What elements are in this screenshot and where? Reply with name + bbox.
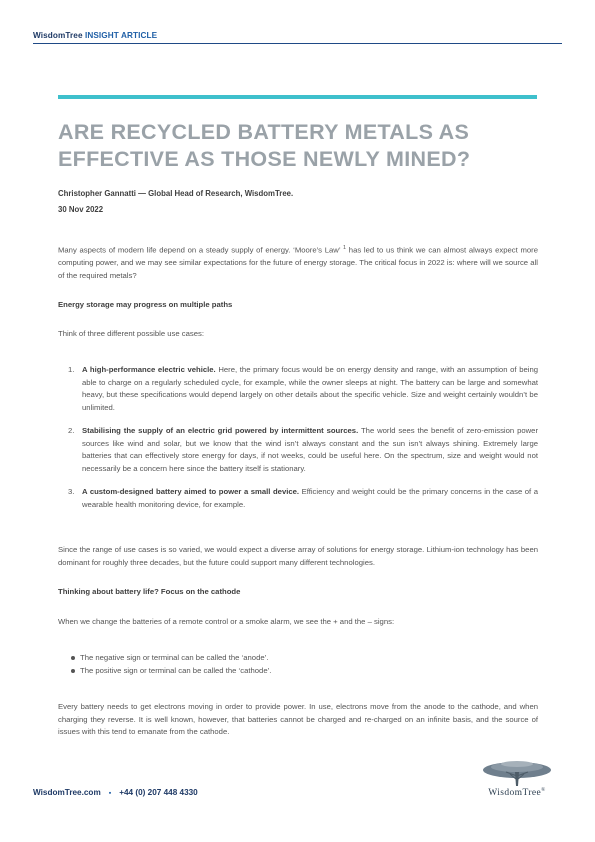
intro-paragraph <box>58 242 538 282</box>
logo-name: WisdomTree <box>488 788 542 799</box>
list-item-text: The world sees the benefit of zero-emission power sources like wind and solar, but we know that the wind isn’t always constant and the sun isn’t always shining. Extremely large batteries that can effectively store energy for days, if not weeks, could be useful here. On the spectrum, size and weight would not necessarily be a concern here since the battery itself is stationary. <box>82 426 539 473</box>
tree-icon <box>480 760 554 788</box>
terminal-list <box>58 652 538 677</box>
bullet-icon <box>71 656 75 660</box>
footer-phone[interactable]: +44 (0) 207 448 4330 <box>119 788 198 797</box>
list-item <box>58 425 538 475</box>
list-item-lead: Stabilising the supply of an electric grid powered by intermittent sources. <box>82 426 359 435</box>
list-item <box>58 486 538 511</box>
bullet-icon <box>71 669 75 673</box>
list-item-number: 1. <box>68 365 75 374</box>
list-item <box>58 364 538 414</box>
section-heading-cathode: Thinking about battery life? Focus on the cathode <box>58 587 241 596</box>
header-label <box>33 31 157 40</box>
list-item-text: The negative sign or terminal can be called the ‘anode’. <box>80 653 269 662</box>
battery-closing-paragraph: Every battery needs to get electrons moving in order to provide power. In use, electrons move from the anode to the cathode, and when charging they reverse. It is well known, however, that batteries cannot be charged and re-charged on an infinite basis, and the source of issues with this tend to emanate from the cathode. <box>58 702 538 736</box>
list-item <box>58 665 538 678</box>
list-item-text: Here, the primary focus would be on energy density and range, with an assumption of being able to charge on a regularly scheduled cycle, for example, while the owner sleeps at night. The battery can be large and somewhat heavy, but these specifications would depend largely on other details about the specific vehicle. Size and weight certainly wouldn’t be unlimited. <box>82 365 539 412</box>
logo-wordmark <box>470 787 564 798</box>
intro-text-end: has led to us think we can almost always expect more computing power, and we may see similar expectations for the future of energy storage. The critical focus in 2022 is: where will we source all of the required metals? <box>58 245 538 280</box>
header-article-type: INSIGHT ARTICLE <box>84 31 158 40</box>
footer-separator: ▪ <box>108 790 112 797</box>
list-item-lead: A custom-designed battery aimed to power a small device. <box>82 487 300 496</box>
use-case-list <box>58 364 538 522</box>
footer-website-link[interactable]: WisdomTree.com <box>33 788 101 797</box>
section-heading-energy-storage: Energy storage may progress on multiple paths <box>58 300 233 309</box>
title-accent-bar <box>58 95 537 99</box>
article-meta <box>58 186 293 218</box>
intro-text-start: Many aspects of modern life depend on a steady supply of energy. ‘Moore’s Law’ <box>58 245 341 255</box>
list-item <box>58 652 538 665</box>
list-item-number: 3. <box>68 487 75 496</box>
header-brand: WisdomTree <box>33 31 83 40</box>
list-item-lead: A high-performance electric vehicle. <box>82 365 216 374</box>
use-cases-closing: Since the range of use cases is so varied, we would expect a diverse array of solutions for energy storage. Lithium-ion technology has been dominant for roughly three decades, but the future could support many different technologies. <box>58 545 538 567</box>
use-cases-lead: Think of three different possible use cases: <box>58 329 205 338</box>
header-divider <box>33 43 562 44</box>
footnote-ref[interactable]: 1 <box>343 245 347 251</box>
author-line: Christopher Gannatti — Global Head of Research, WisdomTree. <box>58 189 294 198</box>
wisdomtree-logo <box>470 760 564 800</box>
publish-date: 30 Nov 2022 <box>58 205 104 214</box>
footer-contact <box>33 788 198 797</box>
list-item-text: Efficiency and weight could be the primary concerns in the case of a wearable health monitoring device, for example. <box>82 487 538 509</box>
list-item-number: 2. <box>68 426 75 435</box>
terminals-lead: When we change the batteries of a remote control or a smoke alarm, we see the + and the – signs: <box>58 617 395 626</box>
page-title: ARE RECYCLED BATTERY METALS AS EFFECTIVE AS THOSE NEWLY MINED? <box>58 120 471 171</box>
list-item-text: The positive sign or terminal can be called the ‘cathode’. <box>80 665 272 675</box>
registered-mark: ® <box>541 787 546 793</box>
